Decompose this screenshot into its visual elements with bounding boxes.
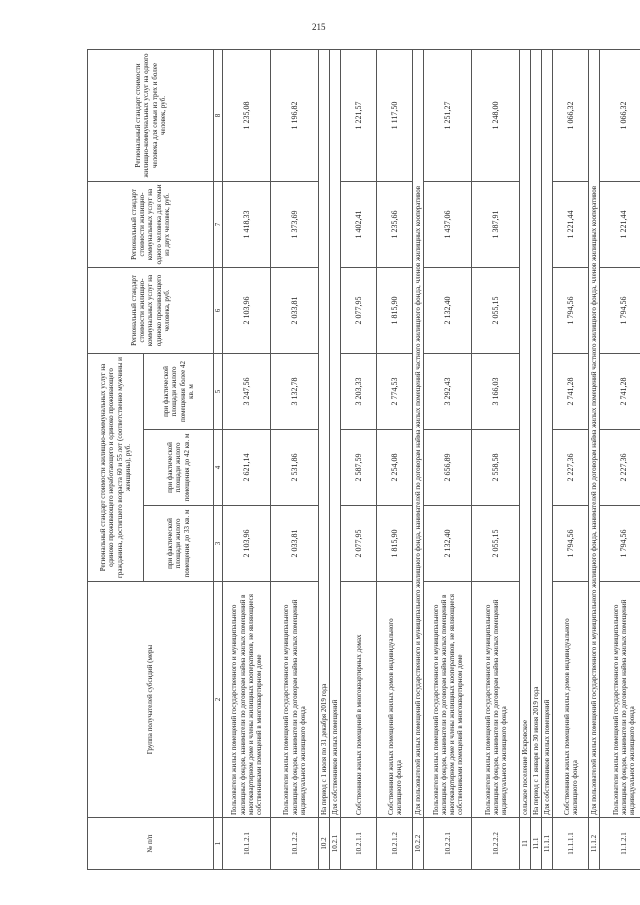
row-number: 10.1.2.2 <box>271 818 319 870</box>
value-cell: 1 373,69 <box>271 182 319 268</box>
section-title: сельское поселение Искровское <box>520 50 531 818</box>
row-number: 11.1.2 <box>589 818 600 870</box>
col-index: 7 <box>214 182 223 268</box>
row-number: 10.2.2.2 <box>472 818 520 870</box>
header-standard-main: Региональный стандарт стоимости жилищно-коммунальных услуг на одиноко проживающего неработающего и одиноко проживающего гражданина, достигшего возраста 60 и 55 лет (соответственно мужчины и женщины), руб. <box>88 354 144 582</box>
value-cell: 2 077,95 <box>341 268 377 354</box>
value-cell: 1 794,56 <box>553 506 589 582</box>
row-number: 10.2.1.1 <box>341 818 377 870</box>
table-row <box>223 50 271 870</box>
col-index: 2 <box>214 582 223 818</box>
row-number: 11.1 <box>531 818 542 870</box>
section-row <box>520 50 531 870</box>
value-cell: 1 221,44 <box>553 182 589 268</box>
table-row <box>424 50 472 870</box>
section-row <box>330 50 341 870</box>
header-single: Региональный стандарт стоимости жилищно-коммунальных услуг на одиноко проживающего человека, руб. <box>88 268 214 354</box>
col-index: 8 <box>214 50 223 182</box>
row-number: 10.2 <box>319 818 330 870</box>
value-cell: 2 254,08 <box>377 430 413 506</box>
value-cell: 2 656,89 <box>424 430 472 506</box>
row-description: Пользователи жилых помещений государственного и муниципального жилищных фондов, наниматели по договорам найма жилых помещений в многоквартирном доме и члены жилищных кооперативов, не являющиеся собственниками помещений в многоквартирном доме <box>424 582 472 818</box>
row-description: Собственники жилых помещений жилых домов индивидуального жилищного фонда <box>553 582 589 818</box>
value-cell: 1 437,06 <box>424 182 472 268</box>
row-number: 11 <box>520 818 531 870</box>
row-description: Собственники жилых помещений жилых домов индивидуального жилищного фонда <box>377 582 413 818</box>
value-cell: 1 066,32 <box>553 50 589 182</box>
section-row <box>319 50 330 870</box>
value-cell: 1 251,27 <box>424 50 472 182</box>
value-cell: 2 774,53 <box>377 354 413 430</box>
table-row <box>377 50 413 870</box>
table-row <box>271 50 319 870</box>
col-index: 1 <box>214 818 223 870</box>
row-number: 11.1.1 <box>542 818 553 870</box>
value-cell: 2 103,96 <box>223 268 271 354</box>
table-body <box>223 50 640 870</box>
value-cell: 2 741,28 <box>553 354 589 430</box>
row-description: Пользователи жилых помещений государственного и муниципального жилищных фондов, наниматели по договорам найма жилых помещений индивидуального жилищного фонда <box>600 582 640 818</box>
value-cell: 3 132,78 <box>271 354 319 430</box>
value-cell: 1 815,90 <box>377 268 413 354</box>
col-index: 4 <box>214 430 223 506</box>
col-index: 3 <box>214 506 223 582</box>
value-cell: 2 227,36 <box>553 430 589 506</box>
row-description: Пользователи жилых помещений государственного и муниципального жилищных фондов, наниматели по договорам найма жилых помещений в многоквартирном доме и члены жилищных кооперативов, не являющиеся собственниками помещений в многоквартирном доме <box>223 582 271 818</box>
table-row <box>472 50 520 870</box>
row-number: 10.2.2.1 <box>424 818 472 870</box>
section-title: Для собственников жилых помещений <box>542 50 553 818</box>
section-title: На период с 1 января по 30 июня 2019 года <box>531 50 542 818</box>
value-cell: 1 117,50 <box>377 50 413 182</box>
header-sub-c: при фактической площади жилого помещения более 42 кв. м <box>144 354 214 430</box>
value-cell: 3 203,33 <box>341 354 377 430</box>
col-index: 6 <box>214 268 223 354</box>
value-cell: 3 292,43 <box>424 354 472 430</box>
header-sub-b: при фактической площади жилого помещения до 42 кв. м <box>144 430 214 506</box>
row-number: 11.1.1.1 <box>553 818 589 870</box>
value-cell: 2 033,81 <box>271 506 319 582</box>
value-cell: 1 235,66 <box>377 182 413 268</box>
value-cell: 2 132,40 <box>424 268 472 354</box>
table-row <box>553 50 589 870</box>
section-row <box>413 50 424 870</box>
row-number: 10.2.1 <box>330 818 341 870</box>
row-number: 10.2.2 <box>413 818 424 870</box>
header-group: Группа получателей субсидий (меры <box>88 582 214 818</box>
value-cell: 1 248,00 <box>472 50 520 182</box>
value-cell: 2 741,28 <box>600 354 640 430</box>
value-cell: 1 196,82 <box>271 50 319 182</box>
value-cell: 2 621,14 <box>223 430 271 506</box>
section-title: Для собственников жилых помещений <box>330 50 341 818</box>
table-row <box>341 50 377 870</box>
col-index: 5 <box>214 354 223 430</box>
value-cell: 2 103,96 <box>223 506 271 582</box>
value-cell: 3 247,56 <box>223 354 271 430</box>
page-number: 215 <box>312 22 326 32</box>
value-cell: 1 815,90 <box>377 506 413 582</box>
value-cell: 2 531,86 <box>271 430 319 506</box>
value-cell: 1 387,91 <box>472 182 520 268</box>
value-cell: 2 587,59 <box>341 430 377 506</box>
section-row <box>589 50 600 870</box>
value-cell: 1 235,08 <box>223 50 271 182</box>
row-description: Пользователи жилых помещений государственного и муниципального жилищных фондов, наниматели по договорам найма жилых помещений индивидуального жилищного фонда <box>271 582 319 818</box>
header-num: № п/п <box>88 818 214 870</box>
section-row <box>542 50 553 870</box>
value-cell: 1 221,57 <box>341 50 377 182</box>
row-number: 10.1.2.1 <box>223 818 271 870</box>
row-number: 11.1.2.1 <box>600 818 640 870</box>
value-cell: 2 033,81 <box>271 268 319 354</box>
header-sub-a: при фактической площади жилого помещения до 33 кв. м <box>144 506 214 582</box>
section-title: На период с 1 июля по 31 декабря 2019 года <box>319 50 330 818</box>
column-number-row <box>214 50 223 870</box>
section-title: Для пользователей жилых помещений государственного и муниципального жилищного фонда, нанимателей по договорам найма жилых помещений частного жилищного фонда, членов жилищных кооперативов <box>413 50 424 818</box>
value-cell: 1 066,32 <box>600 50 640 182</box>
value-cell: 1 418,33 <box>223 182 271 268</box>
standards-table <box>87 49 640 870</box>
value-cell: 1 221,44 <box>600 182 640 268</box>
row-description: Пользователи жилых помещений государственного и муниципального жилищных фондов, наниматели по договорам найма жилых помещений индивидуального жилищного фонда <box>472 582 520 818</box>
value-cell: 2 227,36 <box>600 430 640 506</box>
value-cell: 1 794,56 <box>600 268 640 354</box>
value-cell: 1 794,56 <box>600 506 640 582</box>
value-cell: 2 132,40 <box>424 506 472 582</box>
header-two: Региональный стандарт стоимости жилищно-коммунальных услуг на одного человека для семьи из двух человек, руб. <box>88 182 214 268</box>
section-row <box>531 50 542 870</box>
value-cell: 2 077,95 <box>341 506 377 582</box>
section-title: Для пользователей жилых помещений государственного и муниципального жилищного фонда, нанимателей по договорам найма жилых помещений частного жилищного фонда, членов жилищных кооперативов <box>589 50 600 818</box>
value-cell: 1 794,56 <box>553 268 589 354</box>
table-row <box>600 50 640 870</box>
value-cell: 1 402,41 <box>341 182 377 268</box>
value-cell: 2 055,15 <box>472 268 520 354</box>
value-cell: 3 166,03 <box>472 354 520 430</box>
header-three: Региональный стандарт стоимости жилищно-коммунальных услуг на одного человека для семьи из трех и более человек, руб. <box>88 50 214 182</box>
rotated-table-container <box>87 50 636 870</box>
row-description: Собственники жилых помещений в многоквартирных домах <box>341 582 377 818</box>
row-number: 10.2.1.2 <box>377 818 413 870</box>
value-cell: 2 558,58 <box>472 430 520 506</box>
value-cell: 2 055,15 <box>472 506 520 582</box>
